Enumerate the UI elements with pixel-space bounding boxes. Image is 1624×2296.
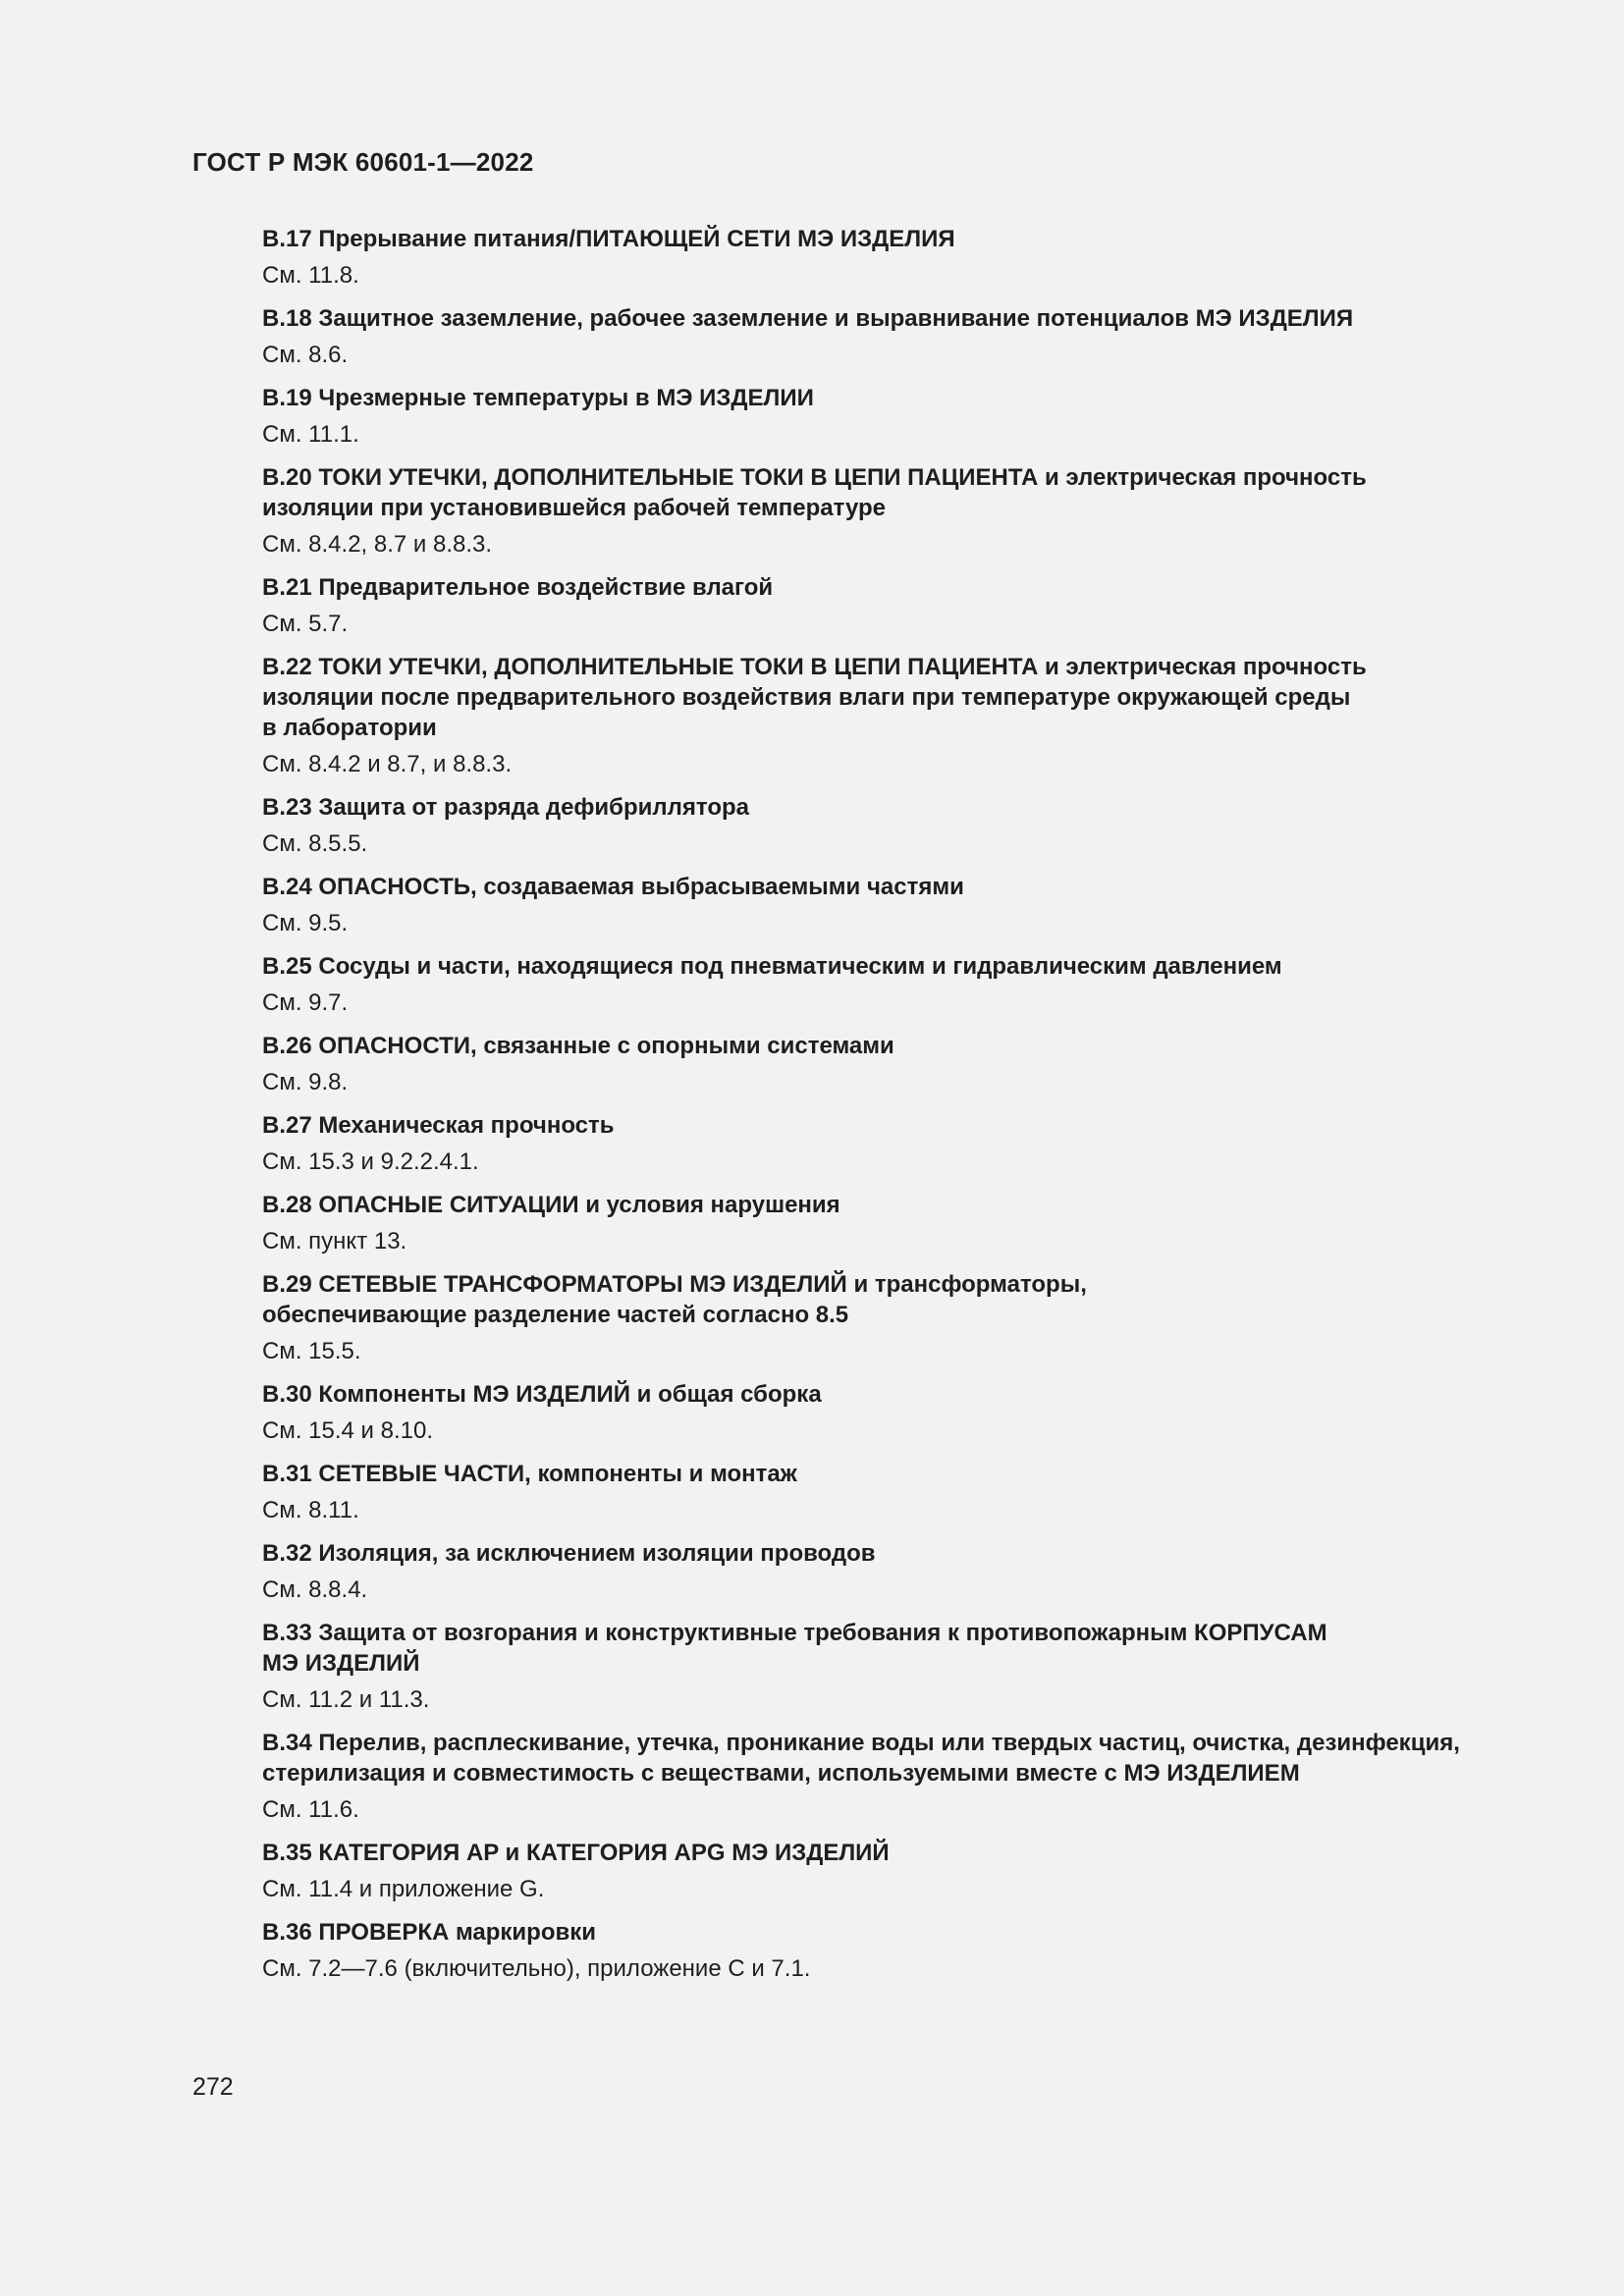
clause-title-line: B.17 Прерывание питания/ПИТАЮЩЕЙ СЕТИ МЭ ИЗДЕЛИЯ [262,226,955,252]
clause-reference: См. пункт 13. [262,1228,407,1255]
document-header: ГОСТ Р МЭК 60601-1—2022 [192,147,534,177]
clause-title-line: B.27 Механическая прочность [262,1112,615,1139]
clause-title-line: стерилизация и совместимость с веществами, используемыми вместе с МЭ ИЗДЕЛИЕМ [262,1760,1300,1787]
clause-reference: См. 8.6. [262,342,349,368]
clause-title [262,872,1519,902]
clause-title-line: B.26 ОПАСНОСТИ, связанные с опорными системами [262,1033,894,1059]
clause-item [262,1618,1519,1715]
clause-title [262,1269,1519,1330]
clause-item [262,951,1519,1018]
clause-title-line: изоляции при установившейся рабочей температуре [262,495,887,521]
clause-reference: См. 15.3 и 9.2.2.4.1. [262,1148,479,1175]
clause-reference: См. 9.7. [262,989,349,1016]
clause-item [262,792,1519,859]
clause-title [262,1031,1519,1061]
clause-item [262,572,1519,639]
clause-title [262,462,1519,523]
clause-item [262,1031,1519,1097]
clause-item [262,1110,1519,1177]
clause-item [262,1379,1519,1446]
clause-title [262,951,1519,982]
clause-title [262,1917,1519,1948]
clause-item [262,224,1519,291]
clause-title-line: МЭ ИЗДЕЛИЙ [262,1650,420,1677]
clause-title-line: B.29 СЕТЕВЫЕ ТРАНСФОРМАТОРЫ МЭ ИЗДЕЛИЙ и трансформаторы, [262,1271,1087,1298]
clause-title-line: B.22 ТОКИ УТЕЧКИ, ДОПОЛНИТЕЛЬНЫЕ ТОКИ В ЦЕПИ ПАЦИЕНТА и электрическая прочность [262,654,1367,680]
clause-item [262,1538,1519,1605]
clause-title [262,652,1519,743]
clause-title [262,792,1519,823]
clause-reference: См. 8.5.5. [262,830,368,857]
clause-title-line: изоляции после предварительного воздействия влаги при температуре окружающей среды [262,684,1351,711]
clause-title-line: в лаборатории [262,715,437,741]
clause-title-line: B.23 Защита от разряда дефибриллятора [262,794,750,821]
clause-title-line: B.18 Защитное заземление, рабочее заземление и выравнивание потенциалов МЭ ИЗДЕЛИЯ [262,305,1354,332]
clause-reference: См. 7.2—7.6 (включительно), приложение С и 7.1. [262,1955,811,1982]
clause-item [262,303,1519,370]
clause-title-line: обеспечивающие разделение частей согласно 8.5 [262,1302,849,1328]
clause-title [262,1379,1519,1410]
clause-item [262,1190,1519,1256]
clause-title-line: B.31 СЕТЕВЫЕ ЧАСТИ, компоненты и монтаж [262,1461,797,1487]
clause-item [262,1459,1519,1525]
clause-reference: См. 11.2 и 11.3. [262,1686,430,1713]
clause-item [262,652,1519,779]
clause-item [262,1269,1519,1366]
clause-title [262,1459,1519,1489]
clause-title-line: B.30 Компоненты МЭ ИЗДЕЛИЙ и общая сборка [262,1381,822,1408]
clause-item [262,1838,1519,1904]
clause-title-line: B.24 ОПАСНОСТЬ, создаваемая выбрасываемыми частями [262,874,964,900]
clause-reference: См. 5.7. [262,611,349,637]
clause-title-line: B.25 Сосуды и части, находящиеся под пневматическим и гидравлическим давлением [262,953,1282,980]
clause-title-line: B.32 Изоляция, за исключением изоляции проводов [262,1540,876,1567]
clause-reference: См. 8.8.4. [262,1576,368,1603]
clause-title-line: B.21 Предварительное воздействие влагой [262,574,774,601]
clause-title [262,224,1519,254]
clause-reference: См. 11.6. [262,1796,359,1823]
clause-item [262,872,1519,938]
clause-reference: См. 15.4 и 8.10. [262,1417,433,1444]
page-number: 272 [192,2073,234,2101]
clause-item [262,383,1519,450]
clause-reference: См. 8.11. [262,1497,359,1523]
clause-item [262,1917,1519,1984]
clause-title-line: B.34 Перелив, расплескивание, утечка, проникание воды или твердых частиц, очистка, дезинфекция, [262,1730,1460,1756]
clause-title-line: B.35 КАТЕГОРИЯ AP и КАТЕГОРИЯ APG МЭ ИЗДЕЛИЙ [262,1840,890,1866]
clause-title-line: B.33 Защита от возгорания и конструктивные требования к противопожарным КОРПУСАМ [262,1620,1327,1646]
clause-reference: См. 11.8. [262,262,359,289]
clause-title [262,572,1519,603]
clause-title-line: B.20 ТОКИ УТЕЧКИ, ДОПОЛНИТЕЛЬНЫЕ ТОКИ В ЦЕПИ ПАЦИЕНТА и электрическая прочность [262,464,1367,491]
clause-reference: См. 15.5. [262,1338,361,1364]
clause-reference: См. 8.4.2 и 8.7, и 8.8.3. [262,751,513,777]
clause-title [262,1538,1519,1569]
clause-title-line: B.36 ПРОВЕРКА маркировки [262,1919,597,1946]
clause-reference: См. 9.8. [262,1069,349,1095]
clause-list [262,224,1519,1997]
clause-reference: См. 11.1. [262,421,359,448]
clause-title [262,383,1519,413]
clause-title [262,1110,1519,1141]
clause-title [262,1728,1519,1789]
clause-reference: См. 11.4 и приложение G. [262,1876,545,1902]
clause-title [262,1838,1519,1868]
clause-title [262,303,1519,334]
clause-reference: См. 8.4.2, 8.7 и 8.8.3. [262,531,493,558]
clause-title-line: B.19 Чрезмерные температуры в МЭ ИЗДЕЛИИ [262,385,814,411]
clause-title [262,1618,1519,1679]
clause-item [262,1728,1519,1825]
clause-title-line: B.28 ОПАСНЫЕ СИТУАЦИИ и условия нарушения [262,1192,840,1218]
clause-reference: См. 9.5. [262,910,349,936]
clause-item [262,462,1519,560]
clause-title [262,1190,1519,1220]
